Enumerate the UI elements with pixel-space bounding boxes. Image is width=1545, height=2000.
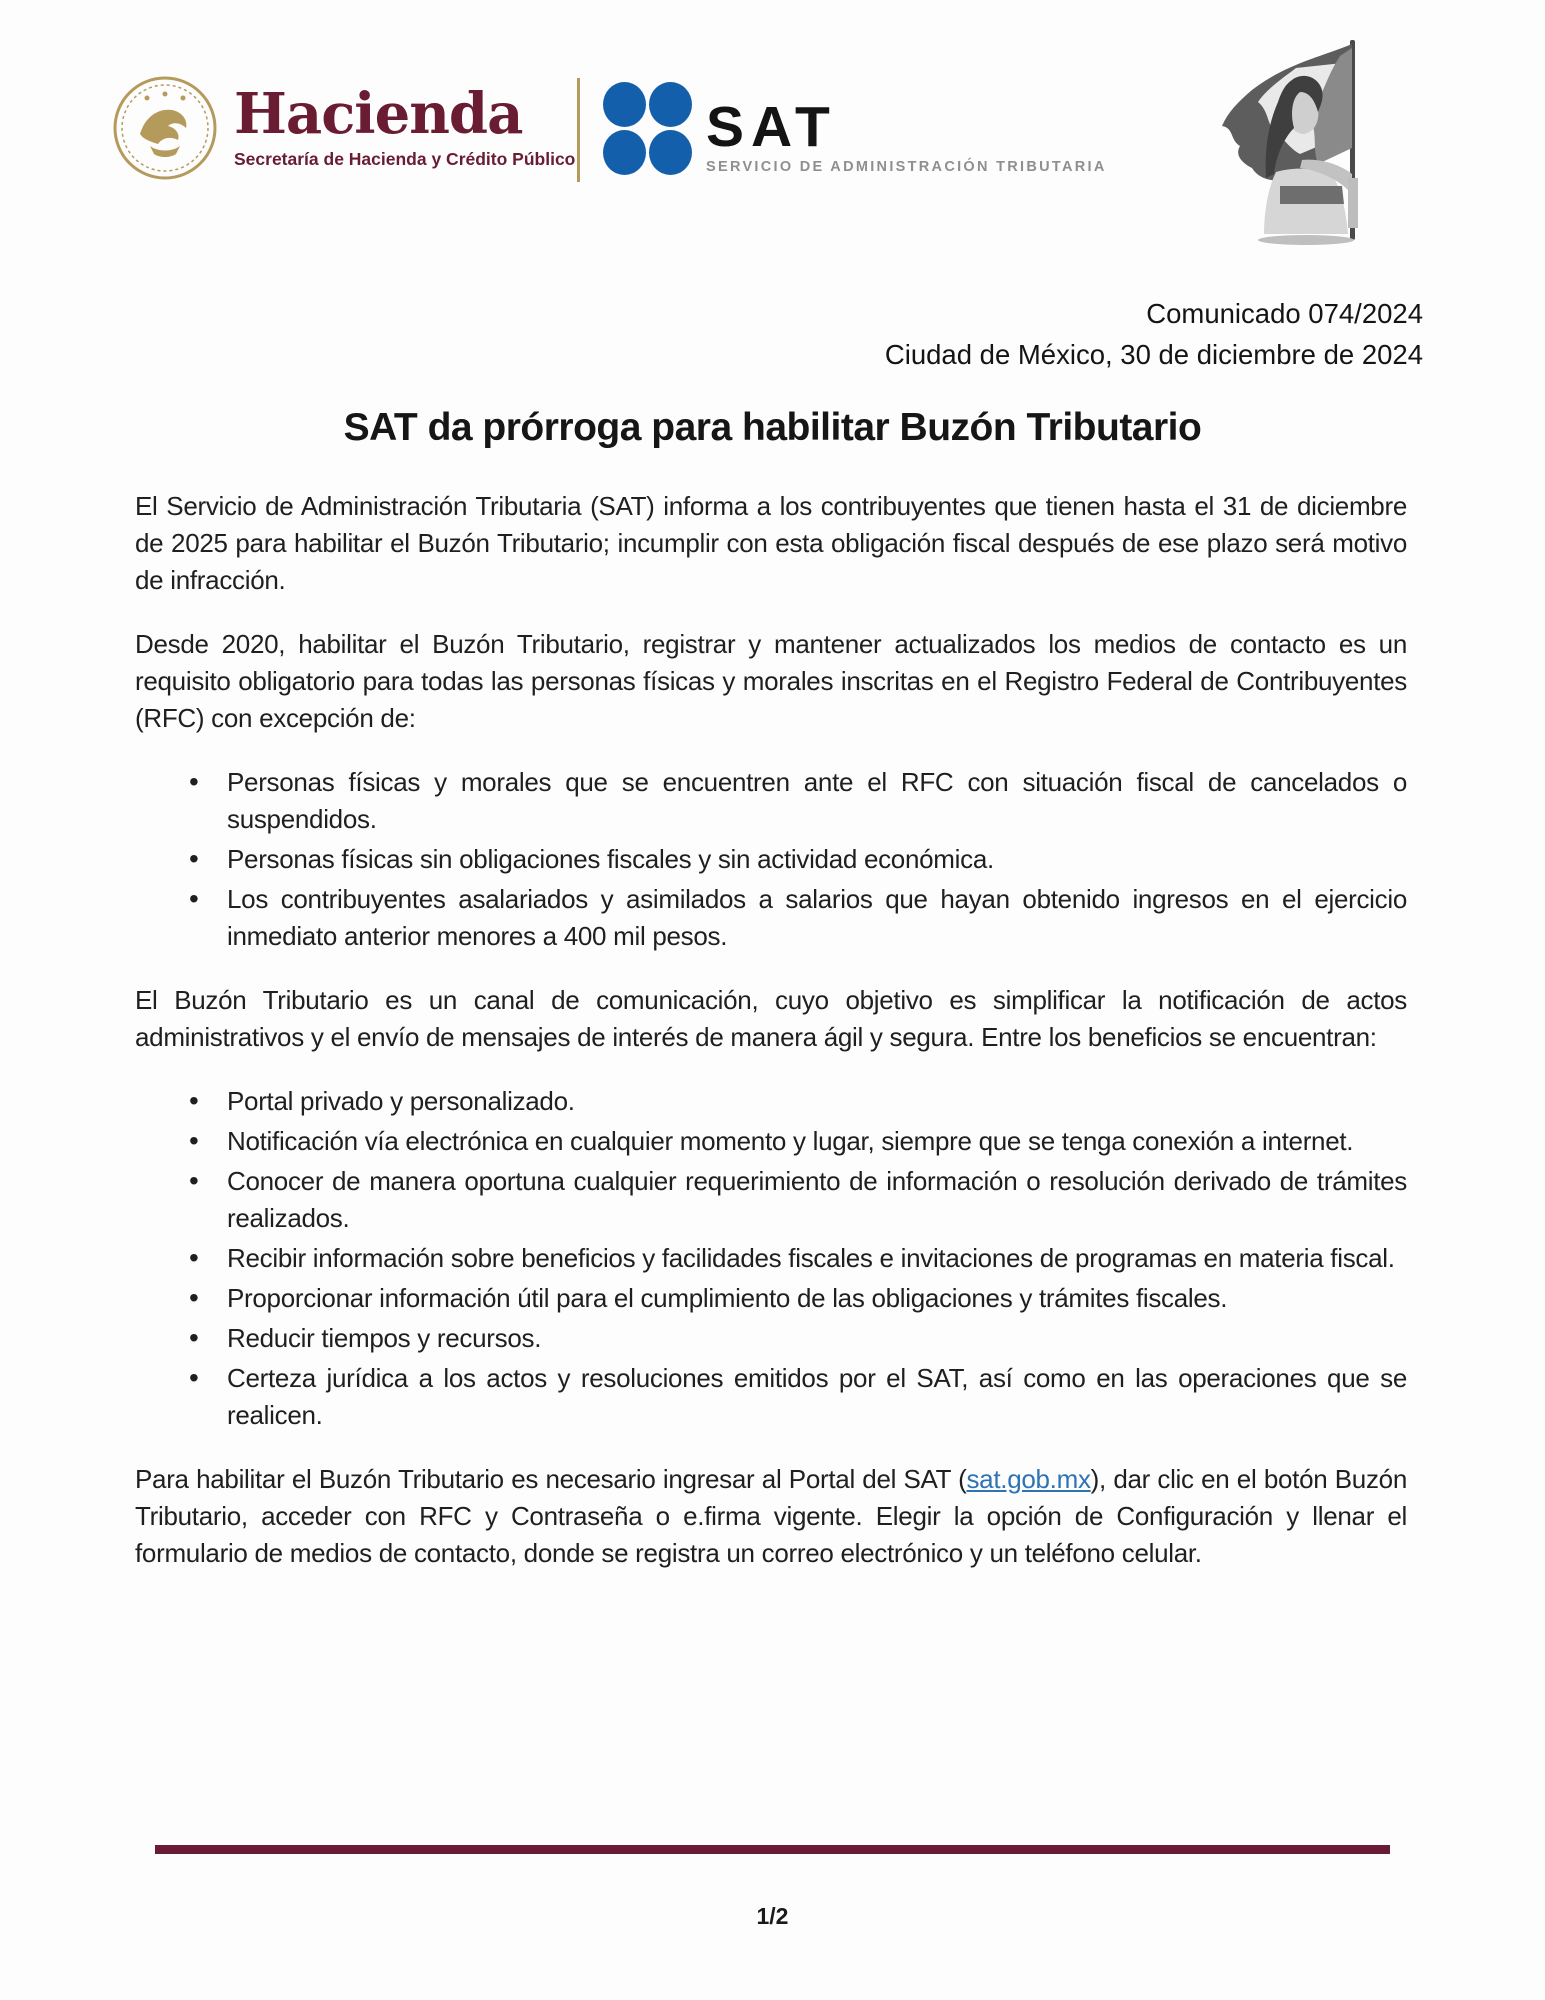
hacienda-wordmark <box>234 81 576 170</box>
logo-divider <box>577 78 580 182</box>
dateline: Ciudad de México, 30 de diciembre de 2024 <box>884 339 1423 370</box>
sat-circle-icon <box>603 82 646 127</box>
woman-with-flag-illustration <box>1200 28 1405 248</box>
hacienda-subtitle: Secretaría de Hacienda y Crédito Público <box>234 149 576 169</box>
footer-rule <box>155 1845 1390 1854</box>
document-body <box>135 488 1407 1599</box>
sat-circles-icon <box>603 82 692 175</box>
paragraph-text-after-link: ), dar clic en el botón Buzón Tributario, acceder con RFC y Contraseña o e.firma vigente. Elegir la opción de Configuración y llenar el formulario de medios de contacto, donde se registra un correo electrónico y un teléfono celular. <box>135 1464 1407 1568</box>
sat-circle-icon <box>603 130 646 175</box>
mexico-coat-of-arms-icon <box>110 72 220 184</box>
sat-portal-link[interactable]: sat.gob.mx <box>966 1464 1091 1494</box>
sat-circle-icon <box>649 130 692 175</box>
list-item: • Personas físicas y morales que se encuentren ante el RFC con situación fiscal de cancelados o suspendidos. <box>135 764 1407 838</box>
sat-wordmark <box>706 82 1107 175</box>
benefits-list <box>135 1083 1407 1434</box>
list-item: • Los contribuyentes asalariados y asimilados a salarios que hayan obtenido ingresos en el ejercicio inmediato anterior menores a 400 mil pesos. <box>135 881 1407 955</box>
sat-circle-icon <box>649 82 692 127</box>
sat-logo <box>603 82 1107 175</box>
list-item: • Reducir tiempos y recursos. <box>135 1320 1407 1357</box>
hacienda-logo <box>110 72 575 184</box>
paragraph-intro: El Servicio de Administración Tributaria (SAT) informa a los contribuyentes que tienen hasta el 31 de diciembre de 2025 para habilitar el Buzón Tributario; incumplir con esta obligación fiscal después de ese plazo será motivo de infracción. <box>135 491 1407 595</box>
list-item: • Certeza jurídica a los actos y resoluciones emitidos por el SAT, así como en las operaciones que se realicen. <box>135 1360 1407 1434</box>
list-item: • Recibir información sobre beneficios y facilidades fiscales e invitaciones de programas en materia fiscal. <box>135 1240 1407 1277</box>
paragraph-habilitar <box>135 1461 1407 1572</box>
list-item: • Notificación vía electrónica en cualquier momento y lugar, siempre que se tenga conexión a internet. <box>135 1123 1407 1160</box>
list-item: • Portal privado y personalizado. <box>135 1083 1407 1120</box>
hacienda-name: Hacienda <box>234 81 523 147</box>
page-number: 1/2 <box>756 1903 789 1929</box>
page-title: SAT da prórroga para habilitar Buzón Tributario <box>343 406 1202 449</box>
list-item: • Proporcionar información útil para el cumplimiento de las obligaciones y trámites fiscales. <box>135 1280 1407 1317</box>
document-header <box>0 0 1545 265</box>
list-item: • Conocer de manera oportuna cualquier requerimiento de información o resolución derivado de trámites realizados. <box>135 1163 1407 1237</box>
comunicado-block <box>885 293 1423 375</box>
list-item: • Personas físicas sin obligaciones fiscales y sin actividad económica. <box>135 841 1407 878</box>
paragraph-text-before-link: Para habilitar el Buzón Tributario es necesario ingresar al Portal del SAT ( <box>135 1464 967 1494</box>
paragraph-beneficios: El Buzón Tributario es un canal de comunicación, cuyo objetivo es simplificar la notificación de actos administrativos y el envío de mensajes de interés de manera ágil y segura. Entre los beneficios se encuentran: <box>135 985 1407 1052</box>
comunicado-number: Comunicado 074/2024 <box>1146 298 1423 329</box>
paragraph-requisito: Desde 2020, habilitar el Buzón Tributario, registrar y mantener actualizados los medios de contacto es un requisito obligatorio para todas las personas físicas y morales inscritas en el Registro Federal de Contribuyentes (RFC) con excepción de: <box>135 629 1407 733</box>
exceptions-list <box>135 764 1407 955</box>
sat-subtitle: SERVICIO DE ADMINISTRACIÓN TRIBUTARIA <box>706 159 1107 175</box>
sat-name: SAT <box>706 94 837 159</box>
